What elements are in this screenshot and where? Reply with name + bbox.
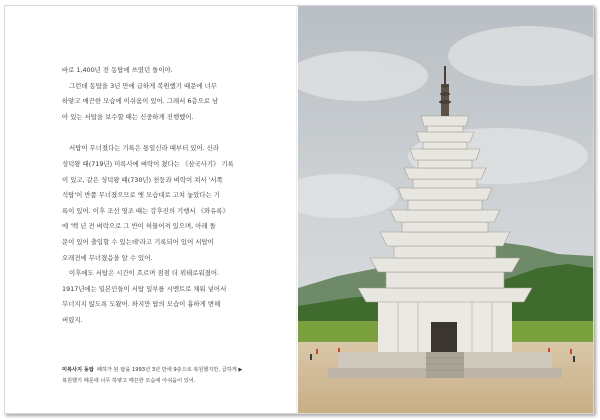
caption-line	[62, 365, 276, 376]
text-line: 아 있는 서탑을 보수할 때는 신중하게 진행했어.	[62, 112, 194, 121]
left-page	[5, 6, 297, 413]
text-line: 문이 있어 출입할 수 있는데'라고 기록되어 있어 서탑이	[62, 237, 214, 246]
text-line: 그런데 동탑을 3년 만에 급하게 복원했기 때문에 너무	[69, 81, 217, 90]
photo-caption	[62, 365, 276, 387]
caption-title: 미륵사지 동탑	[62, 367, 94, 373]
text-line: 오래전에 무너졌음을 알 수 있어.	[62, 253, 153, 262]
caption-line: 복원했기 때문에 너무 하얗고 매끈한 모습에 아쉬움이 있어.	[62, 378, 196, 384]
text-line: 하얗고 매끈한 모습에 이쉬움이 있어. 그래서 6층으로 남	[62, 97, 219, 106]
caption-text: 폐허가 된 탑을 1993년 3년 만에 9층으로 복원했지만, 급하게 ▶	[96, 367, 243, 373]
text-line: 무너지지 않도록 도왔어. 하지만 탑의 모습이 흉하게 변해	[62, 300, 221, 309]
text-line: 에 '백 년 전 벼락으로 그 반이 허물어져 있으며, 아래 돌	[62, 222, 216, 231]
text-line: 석탑'이 반쯤 무너졌으므로 옛 모습대로 고쳐 놓았다는 기	[62, 191, 220, 200]
body-text	[62, 63, 276, 329]
text-line: 이후에도 서탑은 시간이 흐르며 점점 더 위태로워졌어.	[69, 269, 220, 278]
text-line: 서탑이 무너졌다는 기록은 통일신라 때부터 있어. 신라	[69, 144, 220, 153]
text-line: 버렸지.	[62, 315, 83, 324]
pagoda-illustration	[298, 6, 593, 413]
book-spread	[4, 5, 594, 414]
text-line: 1917년에는 일본인들이 서탑 일부를 시멘트로 채워 넣어서	[62, 284, 227, 293]
text-line: 성덕왕 때(719년) 미륵사에 벼락이 쳤다는 《삼국사기》 기록	[62, 159, 234, 168]
pagoda-photo	[298, 6, 593, 413]
text-line: 이 있고, 같은 성덕왕 때(730년) 천둥과 벼락이 쳐서 '서쪽	[62, 175, 223, 184]
text-line: 바로 1,400년 전 동탑에 쓰였던 돌이야.	[62, 66, 173, 74]
text-line: 록이 있어. 이후 조선 영조 때는 강후진의 기행서 《와유록》	[62, 206, 229, 215]
